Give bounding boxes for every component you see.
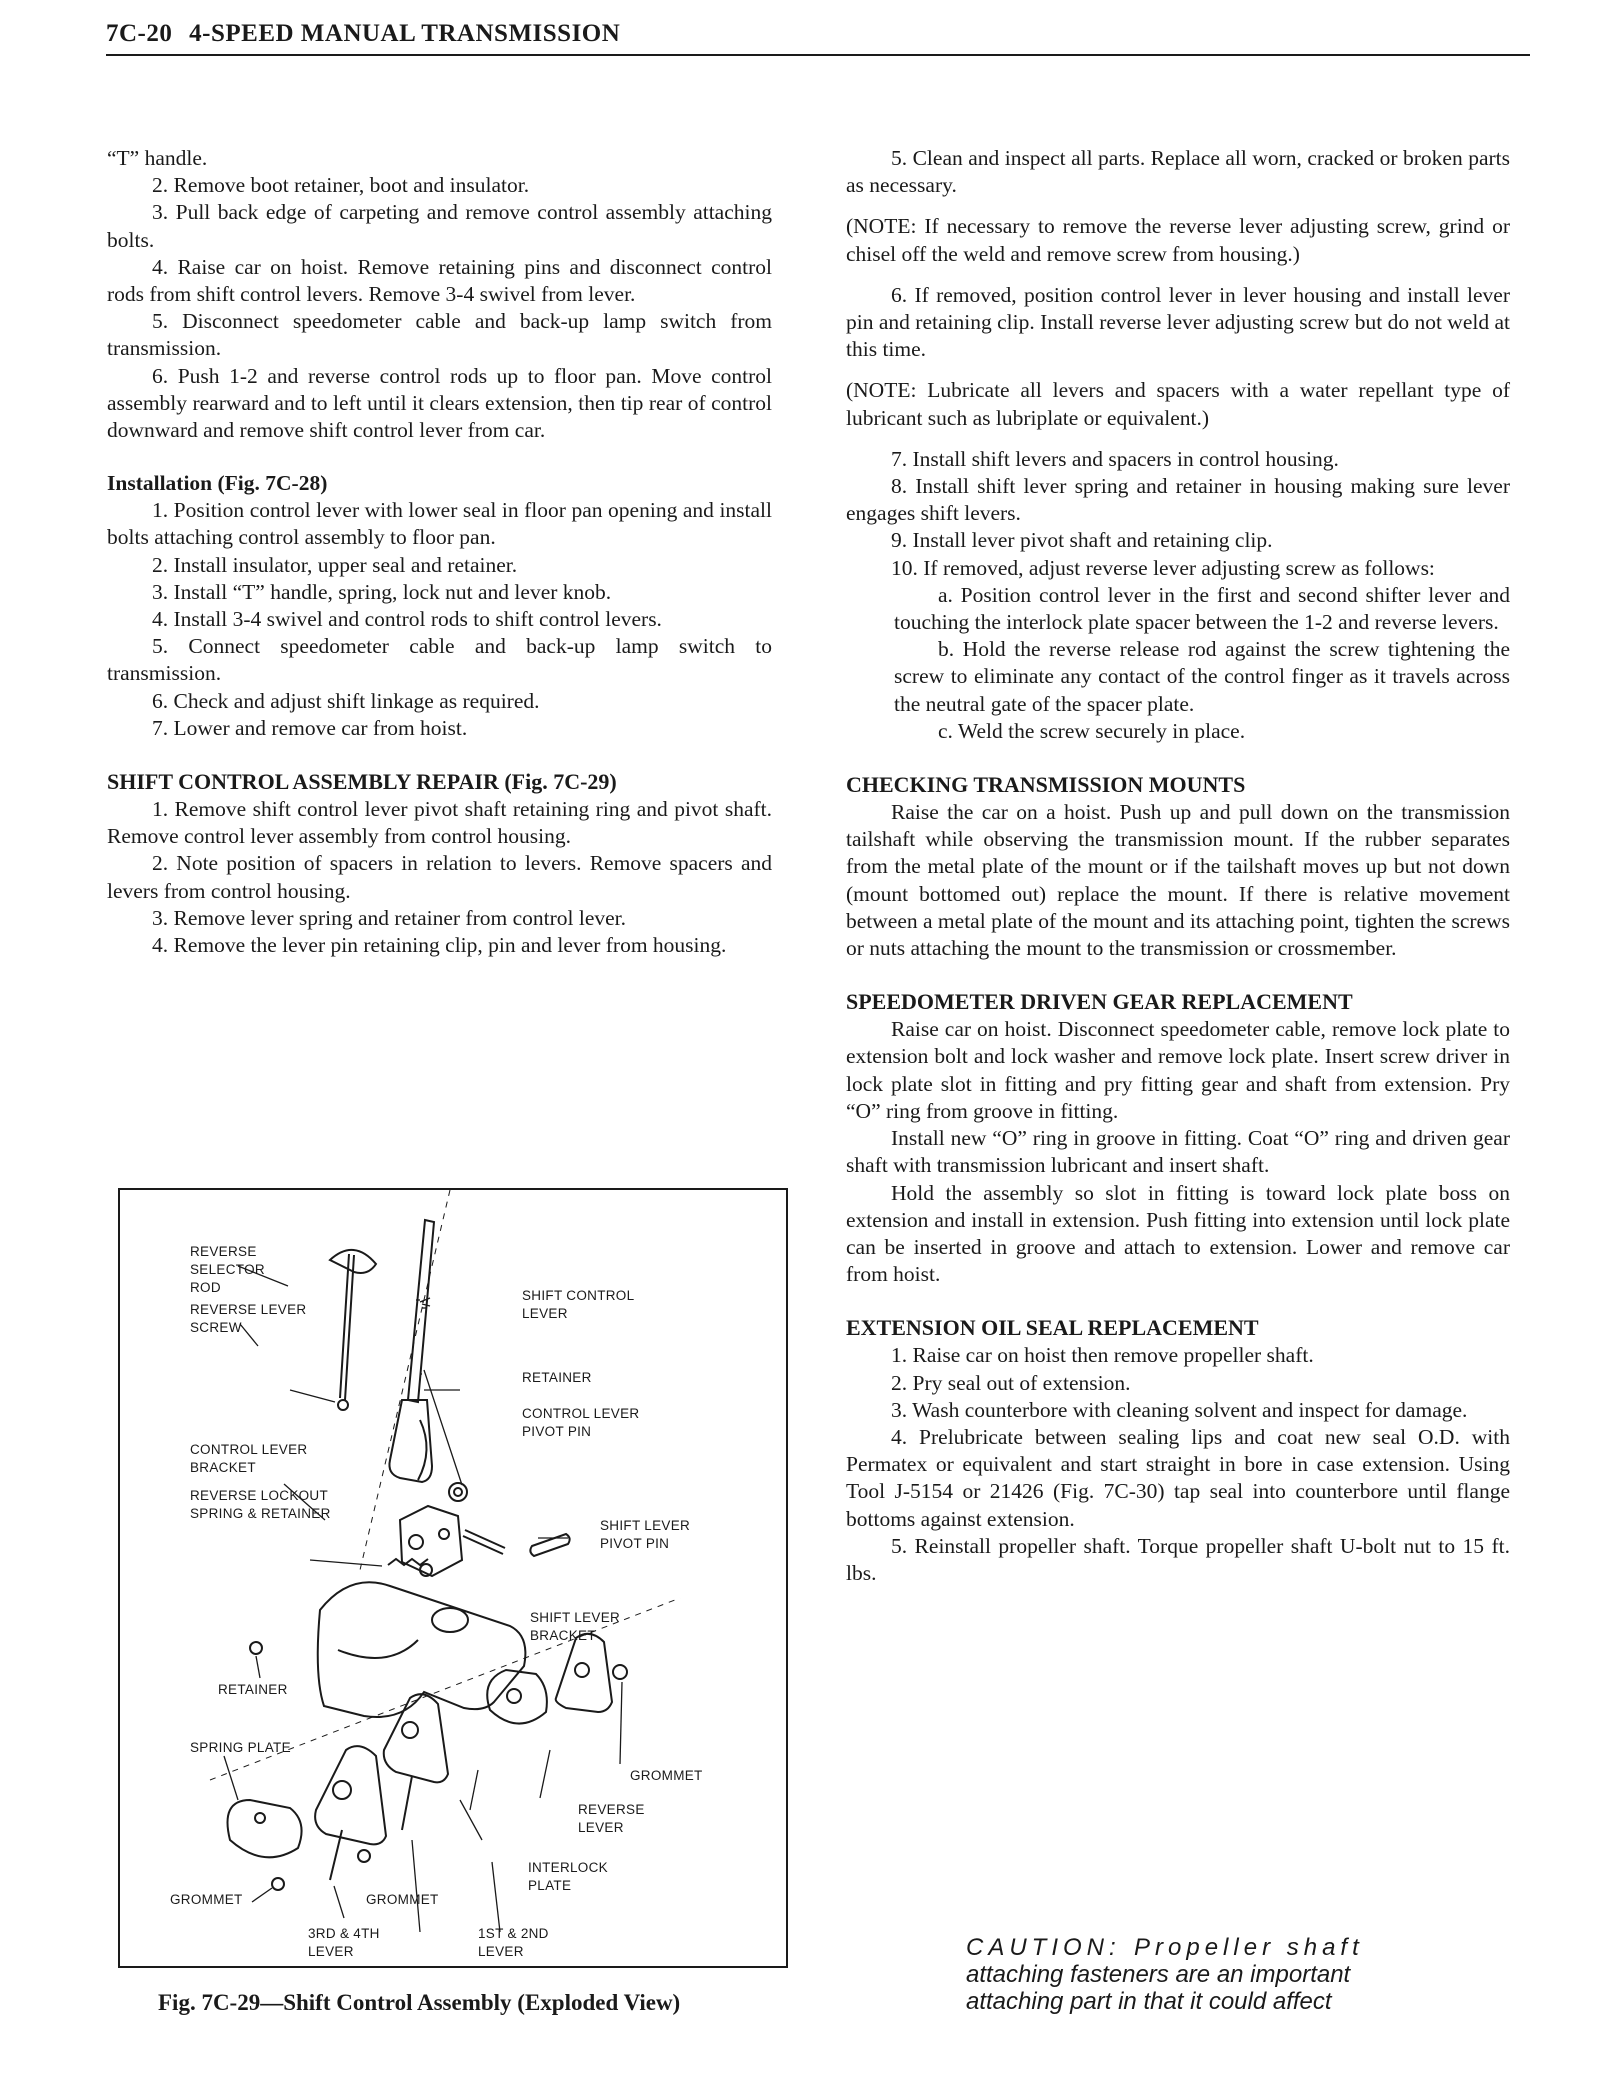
label-shift-lever-bracket: SHIFT LEVER BRACKET [530,1610,621,1643]
figure-caption: Fig. 7C-29—Shift Control Assembly (Exploded View) [158,1990,681,2015]
grommet-right-shape [613,1665,627,1679]
installation-step: 2. Install insulator, upper seal and retainer. [152,552,518,577]
label-third-fourth-lever: 3RD & 4TH LEVER [308,1926,380,1959]
reverse-lever-shape [556,1634,612,1712]
installation-step: 6. Check and adjust shift linkage as required. [152,688,540,713]
caution-note [966,1934,1446,2015]
speedometer-paragraph: Install new “O” ring in groove in fitting. Coat “O” ring and driven gear shaft with transmission lubricant and insert shaft. [846,1126,1510,1178]
label-grommet-left: GROMMET [170,1892,243,1907]
shift-lever-bracket-shape [318,1582,526,1717]
exploded-view-illustration [120,1190,786,1966]
repair-heading: SHIFT CONTROL ASSEMBLY REPAIR (Fig. 7C-29) [107,769,617,795]
removal-step: 3. Pull back edge of carpeting and remove control assembly attaching bolts. [107,200,772,252]
label-retainer-top: RETAINER [522,1370,592,1385]
speedometer-heading: SPEEDOMETER DRIVEN GEAR REPLACEMENT [846,989,1353,1015]
installation-step: 7. Lower and remove car from hoist. [152,715,468,740]
caution-line-3: attaching part in that it could affect [966,1988,1332,2015]
label-reverse-selector-rod: REVERSE SELECTOR ROD [190,1244,265,1295]
installation-step: 1. Position control lever with lower seal in floor pan opening and install bolts attaching control assembly to floor pan. [107,498,772,550]
mounts-paragraph: Raise the car on a hoist. Push up and pull down on the transmission tailshaft while observing the transmission mount. If the rubber separates from the metal plate of the mount or if the tailshaft moves up but not down (mount bottomed out) replace the mount. If there is relative movement between a metal plate of the mount and its attaching point, tighten the screws or nuts attaching the mount to the transmission or crossmember. [846,800,1510,961]
speedometer-paragraph: Hold the assembly so slot in fitting is toward lock plate boss on extension and install in extension. Push fitting into extension until lock plate can be inserted in groove and attach to extension. Lower and remove car from hoist. [846,1180,1510,1287]
label-grommet-right: GROMMET [630,1768,703,1783]
mounts-heading: CHECKING TRANSMISSION MOUNTS [846,772,1246,798]
label-reverse-lockout-spring: REVERSE LOCKOUT SPRING & RETAINER [190,1488,331,1521]
note-adjusting-screw: (NOTE: If necessary to remove the reverse lever adjusting screw, grind or chisel off the weld and remove screw from housing.) [846,214,1510,266]
right-column [846,145,1510,1587]
label-control-lever-bracket: CONTROL LEVER BRACKET [190,1442,308,1475]
label-interlock-plate: INTERLOCK PLATE [528,1860,608,1893]
removal-step: 4. Raise car on hoist. Remove retaining pins and disconnect control rods from shift control levers. Remove 3-4 swivel from lever. [107,254,772,307]
adjust-substep: c. Weld the screw securely in place. [938,718,1246,743]
label-shift-lever-pivot-pin: SHIFT LEVER PIVOT PIN [600,1518,691,1551]
repair-step: 3. Remove lever spring and retainer from control lever. [152,905,627,930]
grommet-mid-shape [358,1850,370,1862]
label-reverse-lever-screw: REVERSE LEVER SCREW [190,1302,307,1335]
third-fourth-lever-shape [315,1746,386,1844]
first-second-lever-shape [384,1694,448,1782]
repair-step: 2. Note position of spacers in relation to levers. Remove spacers and levers from control housing. [107,851,772,903]
installation-step: 4. Install 3-4 swivel and control rods to shift control levers. [152,607,662,632]
interlock-plate-shape [487,1670,547,1724]
repair-step: 4. Remove the lever pin retaining clip, pin and lever from housing. [152,933,727,958]
seal-step: 1. Raise car on hoist then remove propeller shaft. [891,1343,1314,1368]
seal-step: 2. Pry seal out of extension. [891,1370,1131,1395]
note-lubricate: (NOTE: Lubricate all levers and spacers with a water repellant type of lubricant such as lubriplate or equivalent.) [846,378,1510,430]
label-retainer-left: RETAINER [218,1682,288,1697]
left-column [107,145,772,959]
installation-heading: Installation (Fig. 7C-28) [107,471,328,496]
page-header [106,20,1530,56]
label-reverse-lever: REVERSE LEVER [578,1802,645,1835]
caution-word: CAUTION: [966,1934,1121,1961]
seal-step: 3. Wash counterbore with cleaning solvent and inspect for damage. [891,1397,1468,1422]
installation-step: 3. Install “T” handle, spring, lock nut and lever knob. [152,579,612,604]
installation-step: 5. Connect speedometer cable and back-up lamp switch to transmission. [107,634,772,686]
seal-step: 4. Prelubricate between sealing lips and coat new seal O.D. with Permatex or equivalent and start straight in bore in case extension. Using Tool J-5154 or 21426 (Fig. 7C-30) tap seal into counterbore until flange bottoms against extension. [846,1424,1510,1531]
page-number: 7C-20 [106,20,173,47]
label-control-lever-pivot-pin: CONTROL LEVER PIVOT PIN [522,1406,640,1439]
repair-step: 1. Remove shift control lever pivot shaft retaining ring and pivot shaft. Remove control lever assembly from control housing. [107,797,772,849]
speedometer-paragraph: Raise car on hoist. Disconnect speedometer cable, remove lock plate to extension bolt and lock washer and remove lock plate. Insert screw driver in lock plate slot in fitting and pry fitting gear and shaft from extension. Pry “O” ring from groove in fitting. [846,1017,1510,1123]
exploded-view-figure [118,1188,788,1968]
spring-plate-shape [228,1800,302,1857]
removal-step: 2. Remove boot retainer, boot and insulator. [152,173,530,198]
label-first-second-lever: 1ST & 2ND LEVER [478,1926,549,1959]
removal-step: 5. Disconnect speedometer cable and back-up lamp switch from transmission. [107,309,772,361]
label-grommet-mid: GROMMET [366,1892,439,1907]
label-spring-plate: SPRING PLATE [190,1740,291,1755]
seal-step: 5. Reinstall propeller shaft. Torque propeller shaft U-bolt nut to 15 ft. lbs. [846,1533,1510,1585]
removal-step: 6. Push 1-2 and reverse control rods up to floor pan. Move control assembly rearward and to left until it clears extension, then tip rear of control downward and remove shift control lever from car. [107,363,772,443]
page-section-title: 4-SPEED MANUAL TRANSMISSION [189,20,621,47]
step-position-lever: 6. If removed, position control lever in lever housing and install lever pin and retaining clip. Install reverse lever adjusting screw but do not weld at this time. [846,282,1510,362]
removal-step: “T” handle. [107,146,208,170]
reverse-selector-rod-shape [345,1255,354,1400]
step-clean-inspect: 5. Clean and inspect all parts. Replace all worn, cracked or broken parts as necessary. [846,146,1510,198]
retainer-ring-shape [449,1483,467,1501]
adjust-substep: b. Hold the reverse release rod against the screw tightening the screw to eliminate any contact of the control finger as it travels across the neutral gate of the spacer plate. [894,637,1510,716]
shift-lever-pivot-pin-shape [530,1534,569,1556]
assembly-step: 7. Install shift levers and spacers in control housing. [891,446,1339,471]
assembly-step: 10. If removed, adjust reverse lever adjusting screw as follows: [891,555,1435,580]
caution-line-2: attaching fasteners are an important [966,1961,1351,1988]
caution-line-1: Propeller shaft [1134,1934,1364,1961]
label-shift-control-lever: SHIFT CONTROL LEVER [522,1288,634,1321]
assembly-step: 9. Install lever pivot shaft and retaining clip. [891,528,1273,553]
adjust-substep: a. Position control lever in the first and second shifter lever and touching the interlock plate spacer between the 1-2 and reverse levers. [894,582,1510,635]
seal-heading: EXTENSION OIL SEAL REPLACEMENT [846,1315,1259,1341]
retainer-left-shape [250,1642,262,1654]
grommet-left-shape [272,1878,284,1890]
assembly-step: 8. Install shift lever spring and retainer in housing making sure lever engages shift levers. [846,474,1510,526]
